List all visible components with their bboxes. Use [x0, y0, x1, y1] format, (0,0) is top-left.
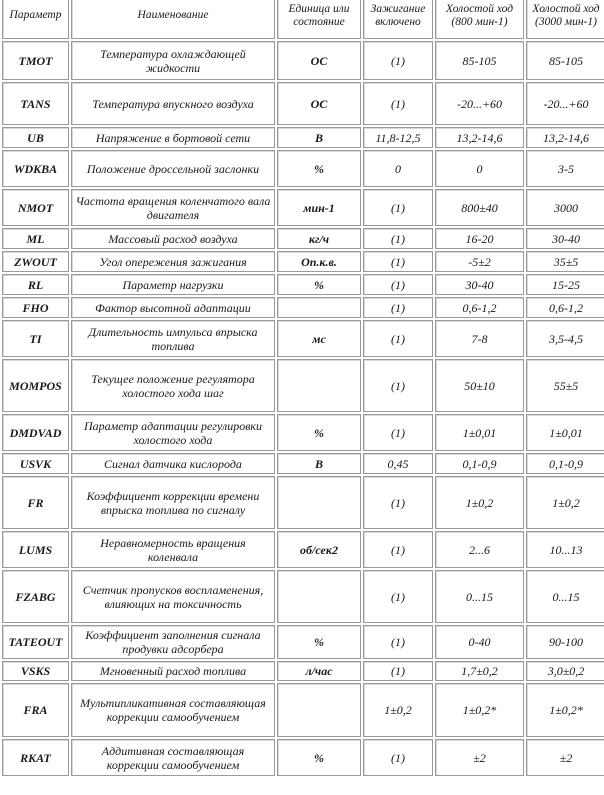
- cell-idle-800: 1±0,01: [435, 414, 524, 451]
- cell-param: NMOT: [2, 189, 69, 226]
- table-body: [2, 41, 604, 776]
- cell-param: TMOT: [2, 41, 69, 80]
- table-row: [2, 127, 604, 148]
- cell-idle-800: ±2: [435, 739, 524, 776]
- cell-idle-800: 800±40: [435, 189, 524, 226]
- cell-idle-3000: 85-105: [526, 41, 604, 80]
- cell-unit: л/час: [277, 661, 361, 681]
- cell-idle-3000: -20...+60: [526, 82, 604, 125]
- cell-idle-3000: 13,2-14,6: [526, 127, 604, 148]
- cell-unit: %: [277, 150, 361, 187]
- cell-name: Коэффициент коррекции времени впрыска топлива по сигналу: [71, 476, 275, 529]
- cell-ignition: (1): [363, 274, 433, 295]
- cell-ignition: (1): [363, 82, 433, 125]
- table-row: [2, 683, 604, 737]
- cell-unit: В: [277, 127, 361, 148]
- cell-idle-3000: ±2: [526, 739, 604, 776]
- cell-param: DMDVAD: [2, 414, 69, 451]
- cell-name: Угол опережения зажигания: [71, 251, 275, 272]
- cell-param: ZWOUT: [2, 251, 69, 272]
- cell-name: Счетчик пропусков воспламенения, влияющих на токсичность: [71, 570, 275, 623]
- cell-name: Мгновенный расход топлива: [71, 661, 275, 681]
- cell-idle-3000: 55±5: [526, 359, 604, 412]
- header-unit: Единица или состояние: [277, 0, 361, 39]
- cell-name: Фактор высотной адаптации: [71, 297, 275, 318]
- table-row: [2, 359, 604, 412]
- cell-idle-800: 0: [435, 150, 524, 187]
- cell-idle-800: 0...15: [435, 570, 524, 623]
- cell-unit: %: [277, 274, 361, 295]
- cell-ignition: (1): [363, 625, 433, 659]
- cell-idle-3000: 1±0,01: [526, 414, 604, 451]
- cell-idle-800: 13,2-14,6: [435, 127, 524, 148]
- cell-name: Параметр адаптации регулировки холостого хода: [71, 414, 275, 451]
- cell-idle-800: 30-40: [435, 274, 524, 295]
- cell-unit: об/сек2: [277, 531, 361, 568]
- cell-param: TATEOUT: [2, 625, 69, 659]
- cell-param: RL: [2, 274, 69, 295]
- cell-idle-3000: 30-40: [526, 228, 604, 249]
- cell-ignition: (1): [363, 41, 433, 80]
- cell-idle-3000: 0,1-0,9: [526, 453, 604, 474]
- cell-idle-3000: 3-5: [526, 150, 604, 187]
- cell-param: UB: [2, 127, 69, 148]
- cell-ignition: 0: [363, 150, 433, 187]
- cell-name: Длительность импульса впрыска топлива: [71, 320, 275, 357]
- cell-idle-800: -5±2: [435, 251, 524, 272]
- table-row: [2, 739, 604, 776]
- cell-idle-800: 1±0,2: [435, 476, 524, 529]
- cell-idle-800: 0,6-1,2: [435, 297, 524, 318]
- cell-param: FRA: [2, 683, 69, 737]
- cell-idle-3000: 3,5-4,5: [526, 320, 604, 357]
- header-row: [2, 0, 604, 39]
- cell-ignition: (1): [363, 359, 433, 412]
- cell-ignition: (1): [363, 661, 433, 681]
- cell-name: Текущее положение регулятора холостого хода шаг: [71, 359, 275, 412]
- cell-param: TANS: [2, 82, 69, 125]
- cell-name: Температура охлаждающей жидкости: [71, 41, 275, 80]
- cell-ignition: 0,45: [363, 453, 433, 474]
- cell-ignition: (1): [363, 739, 433, 776]
- cell-name: Массовый расход воздуха: [71, 228, 275, 249]
- table-row: [2, 228, 604, 249]
- cell-idle-3000: 0...15: [526, 570, 604, 623]
- cell-param: FZABG: [2, 570, 69, 623]
- cell-name: Аддитивная составляющая коррекции самообучением: [71, 739, 275, 776]
- cell-param: USVK: [2, 453, 69, 474]
- cell-idle-800: 2...6: [435, 531, 524, 568]
- table-row: [2, 41, 604, 80]
- cell-idle-3000: 35±5: [526, 251, 604, 272]
- table-row: [2, 476, 604, 529]
- cell-unit: [277, 683, 361, 737]
- cell-idle-3000: 3,0±0,2: [526, 661, 604, 681]
- cell-idle-3000: 1±0,2*: [526, 683, 604, 737]
- cell-unit: [277, 476, 361, 529]
- cell-unit: %: [277, 414, 361, 451]
- table-row: [2, 453, 604, 474]
- cell-ignition: (1): [363, 189, 433, 226]
- cell-idle-800: 0-40: [435, 625, 524, 659]
- cell-idle-3000: 1±0,2: [526, 476, 604, 529]
- table-row: [2, 189, 604, 226]
- cell-name: Мультипликативная составляющая коррекции самообучением: [71, 683, 275, 737]
- table-row: [2, 625, 604, 659]
- cell-name: Сигнал датчика кислорода: [71, 453, 275, 474]
- cell-unit: мин-1: [277, 189, 361, 226]
- cell-param: ML: [2, 228, 69, 249]
- table-row: [2, 274, 604, 295]
- cell-unit: кг/ч: [277, 228, 361, 249]
- cell-idle-800: 0,1-0,9: [435, 453, 524, 474]
- table-row: [2, 570, 604, 623]
- cell-unit: ОС: [277, 82, 361, 125]
- header-idle-800: Холостой ход (800 мин-1): [435, 0, 524, 39]
- table-row: [2, 661, 604, 681]
- cell-ignition: (1): [363, 228, 433, 249]
- cell-name: Положение дроссельной заслонки: [71, 150, 275, 187]
- cell-name: Параметр нагрузки: [71, 274, 275, 295]
- cell-idle-3000: 10...13: [526, 531, 604, 568]
- cell-ignition: (1): [363, 570, 433, 623]
- cell-idle-3000: 90-100: [526, 625, 604, 659]
- table-row: [2, 531, 604, 568]
- cell-idle-800: 85-105: [435, 41, 524, 80]
- cell-ignition: (1): [363, 251, 433, 272]
- cell-param: TI: [2, 320, 69, 357]
- cell-unit: Оп.к.в.: [277, 251, 361, 272]
- cell-unit: [277, 297, 361, 318]
- table-row: [2, 150, 604, 187]
- header-idle-3000: Холостой ход (3000 мин-1): [526, 0, 604, 39]
- cell-param: MOMPOS: [2, 359, 69, 412]
- table-row: [2, 297, 604, 318]
- cell-idle-800: -20...+60: [435, 82, 524, 125]
- cell-name: Частота вращения коленчатого вала двигателя: [71, 189, 275, 226]
- cell-idle-800: 7-8: [435, 320, 524, 357]
- header-param: Параметр: [2, 0, 69, 39]
- cell-ignition: (1): [363, 476, 433, 529]
- cell-idle-800: 1±0,2*: [435, 683, 524, 737]
- cell-name: Напряжение в бортовой сети: [71, 127, 275, 148]
- cell-idle-800: 50±10: [435, 359, 524, 412]
- cell-ignition: (1): [363, 531, 433, 568]
- cell-idle-3000: 15-25: [526, 274, 604, 295]
- cell-name: Коэффициент заполнения сигнала продувки адсорбера: [71, 625, 275, 659]
- cell-name: Температура впускного воздуха: [71, 82, 275, 125]
- cell-param: FR: [2, 476, 69, 529]
- cell-param: RKAT: [2, 739, 69, 776]
- cell-unit: [277, 359, 361, 412]
- cell-name: Неравномерность вращения коленвала: [71, 531, 275, 568]
- cell-ignition: 1±0,2: [363, 683, 433, 737]
- cell-unit: ОС: [277, 41, 361, 80]
- cell-param: FHO: [2, 297, 69, 318]
- table-row: [2, 414, 604, 451]
- cell-idle-3000: 3000: [526, 189, 604, 226]
- cell-unit: мс: [277, 320, 361, 357]
- cell-unit: %: [277, 739, 361, 776]
- cell-param: LUMS: [2, 531, 69, 568]
- cell-idle-800: 1,7±0,2: [435, 661, 524, 681]
- cell-param: WDKBA: [2, 150, 69, 187]
- cell-ignition: (1): [363, 414, 433, 451]
- table-row: [2, 251, 604, 272]
- cell-unit: [277, 570, 361, 623]
- table-row: [2, 82, 604, 125]
- cell-ignition: 11,8-12,5: [363, 127, 433, 148]
- header-name: Наименование: [71, 0, 275, 39]
- cell-ignition: (1): [363, 297, 433, 318]
- cell-idle-3000: 0,6-1,2: [526, 297, 604, 318]
- cell-unit: В: [277, 453, 361, 474]
- cell-idle-800: 16-20: [435, 228, 524, 249]
- header-ignition: Зажигание включено: [363, 0, 433, 39]
- cell-unit: %: [277, 625, 361, 659]
- table-row: [2, 320, 604, 357]
- cell-ignition: (1): [363, 320, 433, 357]
- cell-param: VSKS: [2, 661, 69, 681]
